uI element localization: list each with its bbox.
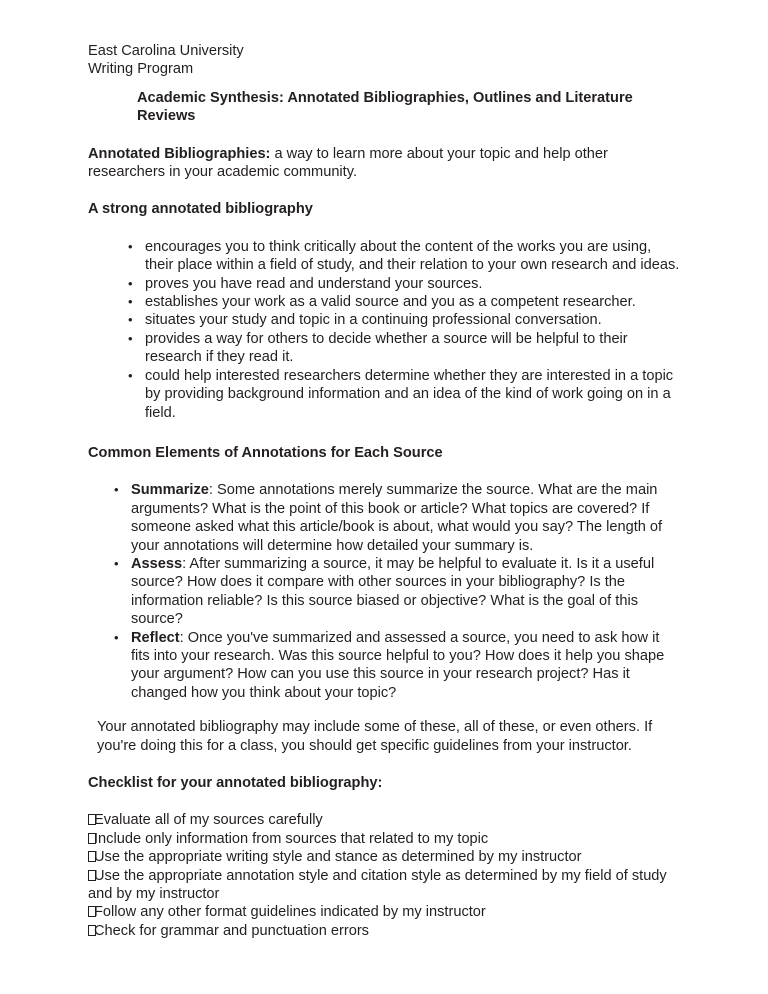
closing-paragraph: Your annotated bibliography may include some of these, all of these, or even others. If you're doing this for a class, you should get specific guidelines from your instructor.: [97, 719, 653, 754]
list-item-label: Assess: [131, 555, 183, 572]
list-item-text: establishes your work as a valid source and you as a competent researcher.: [145, 294, 636, 311]
document-title: Academic Synthesis: Annotated Bibliographies, Outlines and Literature Reviews: [137, 89, 633, 125]
bullet-icon: •: [114, 629, 119, 645]
list-item-label: Summarize: [131, 482, 209, 499]
list-item-text: encourages you to think critically about the content of the works you are using, their place within a field of study, and their relation to your own research and ideas.: [145, 238, 680, 274]
checklist-item: [88, 922, 682, 940]
list-item-text: : Once you've summarized and assessed a source, you need to ask how it fits into your research. Was this source helpful to you? How does it help you shape your argument? How can you use this source in your research project? Has it changed how you think about your topic?: [131, 629, 665, 701]
strong-bibliography-list: [128, 238, 682, 422]
bullet-icon: •: [114, 482, 119, 498]
spacer: [88, 219, 682, 238]
spacer: [88, 462, 682, 481]
document-body: [88, 42, 682, 940]
list-item-text: : Some annotations merely summarize the source. What are the main arguments? What is the point of this book or article? What topics are covered? If someone asked what this article/book is about, what would you say? The length of your annotations will determine how detailed your summary is.: [131, 482, 663, 554]
checklist: [88, 811, 682, 940]
heading-common-elements: Common Elements of Annotations for Each Source: [88, 444, 443, 461]
bullet-icon: •: [128, 367, 133, 383]
spacer: [88, 702, 682, 718]
list-item-text: could help interested researchers determine whether they are interested in a topic by providing background information and an idea of the kind of work going on in a field.: [145, 367, 674, 421]
list-item-text: situates your study and topic in a continuing professional conversation.: [145, 312, 602, 329]
spacer: [88, 422, 682, 444]
heading-checklist: Checklist for your annotated bibliography:: [88, 775, 383, 791]
list-item: [128, 275, 682, 293]
list-item: [114, 555, 682, 629]
list-item-text: provides a way for others to decide whether a source will be helpful to their research if they read it.: [145, 330, 628, 366]
checklist-item: [88, 903, 682, 921]
intro-paragraph: [88, 145, 682, 182]
common-elements-list: [114, 481, 682, 702]
list-item-text: proves you have read and understand your sources.: [145, 275, 483, 292]
heading-strong-bibliography: A strong annotated bibliography: [88, 201, 313, 218]
spacer: [88, 126, 682, 145]
spacer: [88, 792, 682, 811]
list-item-label: Reflect: [131, 629, 180, 646]
checklist-item-text: Follow any other format guidelines indicated by my instructor: [94, 904, 486, 921]
spacer: [88, 181, 682, 200]
bullet-icon: •: [128, 330, 133, 346]
institution-line-2: Writing Program: [88, 61, 194, 78]
list-item: [128, 238, 682, 275]
checklist-item-text: Evaluate all of my sources carefully: [94, 812, 323, 829]
checklist-item: [88, 867, 682, 904]
bullet-icon: •: [128, 294, 133, 310]
spacer: [88, 755, 682, 774]
list-item: [128, 330, 682, 367]
list-item: [128, 367, 682, 422]
bullet-icon: •: [128, 275, 133, 291]
checklist-item-text: Use the appropriate writing style and stance as determined by my instructor: [94, 849, 582, 866]
list-item: [128, 293, 682, 311]
bullet-icon: •: [128, 312, 133, 328]
checklist-item-text: Use the appropriate annotation style and citation style as determined by my field of study and by my instructor: [88, 867, 667, 903]
checklist-item: [88, 830, 682, 848]
intro-text: a way to learn more about your topic and help other researchers in your academic community.: [88, 145, 608, 181]
checklist-item: [88, 811, 682, 829]
bullet-icon: •: [128, 238, 133, 254]
spacer: [88, 79, 682, 89]
checklist-item: [88, 848, 682, 866]
list-item-text: : After summarizing a source, it may be helpful to evaluate it. Is it a useful source? How does it compare with other sources in your bibliography? Is the information reliable? Is this source biased or objective? What is the goal of this source?: [131, 555, 655, 628]
bullet-icon: •: [114, 555, 119, 571]
intro-label: Annotated Bibliographies:: [88, 145, 271, 162]
list-item: [114, 481, 682, 555]
institution-line-1: East Carolina University: [88, 43, 244, 59]
list-item: [128, 311, 682, 329]
list-item: [114, 629, 682, 703]
checklist-item-text: Check for grammar and punctuation errors: [94, 922, 369, 939]
checklist-item-text: Include only information from sources that related to my topic: [94, 830, 489, 847]
